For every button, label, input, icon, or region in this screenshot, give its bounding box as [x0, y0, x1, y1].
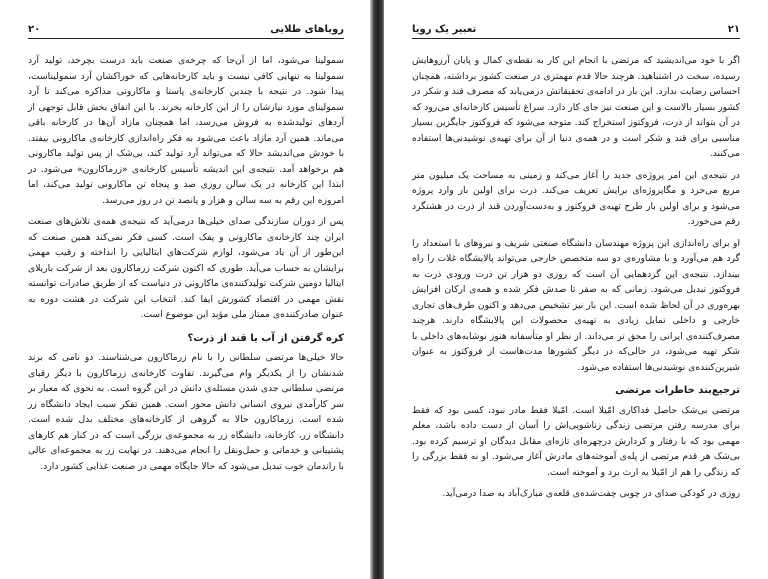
paragraph: پس از دوران سازندگی صدای خیلی‌ها درمی‌آید که نتیجه‌ی همه‌ی تلاش‌های صنعت ایران چند کارخانه‌ی ماکارونی و پفک است. کسی فکر نمی‌کند همین صنعت که این‌طور از آن یاد می‌شود، لوازم شرکت‌های ایتالیایی را انداخته و رقیب مهمی برایشان به حساب می‌آید. طوری که اکنون شرکت زرماکارون بعد از شرکت باریلای ایتالیا دومین شرکت تولیدکننده‌ی ماکارونی در دنیاست که از طریق صادرات توانسته نقش مهمی در اقتصاد کشورش ایفا کند. انتخاب این شرکت در هشت دوره به عنوان صادرکننده‌ی ممتاز ملی مؤید این موضوع است. — [28, 216, 344, 320]
paragraph: حالا خیلی‌ها مرتضی سلطانی را با نام زرماکارون می‌شناسند. دو نامی که برند شدنشان را از یکدیگر وام می‌گیرند. تفاوت کارخانه‌ی زرماکارون با دیگر رقبای مرتضی سلطانی جدی شدن مسئله‌ی دانش در این گروه است. به نحوی که معیار بر سر کارآمدی نیروی انسانی دانش محور است. همین تفکر سبب ایجاد دانشگاه زر شده است. زرماکارون حالا به گروهی از کارخانه‌های مختلف بدل شده است. دانشگاه زر، کارخانه، دانشگاه زر به مجموعه‌ی بزرگی است که در کنار هم کارهای پشتیبانی و خدماتی و حمل‌ونقل را انجام می‌دهند. در نهایت زر به مجموعه‌ای عالی با راندمان خوب تبدیل می‌شود که حالا جایگاه مهمی در صنعت غذایی کشور دارد. — [28, 352, 344, 472]
paragraph: او برای راه‌اندازی این پروژه مهندسان دانشگاه صنعتی شریف و نیروهای با استعداد را گرد هم می‌آورد و با مشاوره‌ی دو سه متخصص خارجی می‌تواند پالایشگاه غلات را راه بیندازد. نتیجه‌ی این گردهمایی آن است که روزی دو هزار تن ذرت ورودی ذرت به فروکتوز تبدیل می‌شود. زمانی که به صفر تا صدش فکر شده و همه‌ی ارکان افزایش بهره‌وری در آن لحاظ شده است. این بار نیز تشخیص می‌دهد و اکنون طرف‌های تجاری خارجی و داخلی تمایل زیادی به تهیه‌ی محصولات این پالایشگاه دارند. هرچند مصرف‌کننده‌ی ایرانی را محق تر می‌داند. از نظر او متأسفانه هنوز نوشابه‌های داخلی با شکر تهیه می‌شود، در حالی‌که در دیگر کشورها مدت‌هاست از فروکتوز به عنوان شیرین‌کننده‌ی نوشیدنی‌ها استفاده می‌شود. — [412, 237, 740, 373]
paragraph: مرتضی بی‌شک حاصل فداکاری امّیلا است. امّیلا فقط مادر نبود، کسی بود که فقط برای مدرسه رفتن مرتضی زندگی زناشویی‌اش را آسان از دست داده باشد، معلم مهمی بود که با رفتار و کردارش درچهره‌ای تازه‌ای مقابل دیدگان او ترسیم کرده بود. بی‌شک هر قدم مرتضی از پله‌ی آموخته‌های مادرش آغاز می‌شود. او نه فقط بزرگی را که زندگی را هم از امّیلا به ارث برد و آموخته است. — [412, 404, 740, 478]
section-heading: کره گرفتن از آب یا قند از ذرت؟ — [187, 332, 344, 344]
left-page-body — [28, 53, 344, 474]
right-running-title: تعبیر یک رویا — [412, 24, 477, 35]
right-page — [384, 0, 768, 579]
paragraph: در نتیجه‌ی این امر پروژه‌ی جدید را آغاز می‌کند و زمینی به مساحت یک میلیون متر مربع می‌خرد و مگاپروژه‌ای برایش تعریف می‌کند. ذرت برای اولین بار وارد پروژه می‌شود و برای اولین بار طرح تهیه‌ی فروکتوز و به‌دست‌آوردن قند از ذرت در هشتگرد رقم می‌خورد. — [412, 169, 740, 227]
right-page-header — [412, 14, 740, 39]
section-heading: ترجیع‌بند خاطرات مرتضی — [615, 385, 740, 396]
left-page — [0, 0, 372, 579]
right-page-number: ۲۱ — [727, 24, 740, 35]
left-running-title: رویاهای طلایی — [270, 24, 344, 35]
paragraph: سمولینا می‌شود، اما از آن‌جا که چرخه‌ی صنعت باید درست بچرخد، تولید آرد سمولینا به تنهایی کافی نیست و باید کارخانه‌هایی که خوراکشان آرد سمولیناست، پیدا شود. در نتیجه با چندین کارخانه‌ی پاستا و ماکارونی مذاکره می‌کند تا آرد سمولینای مورد نیازشان را از این کارخانه بخرند. با این اتفاق بخش قابل توجهی از آردهای تولیدشده به فروش می‌رسد، اما همچنان مازاد آن‌ها در کارخانه باقی می‌ماند. همین آرد مازاد باعث می‌شود به فکر راه‌اندازی کارخانه‌ی ماکارونی بیفتد. با خودش می‌اندیشد حالا که می‌تواند آرد تولید کند، بی‌شک از پس تولید ماکارونی هم برخواهد آمد. نتیجه‌ی این اندیشه تأسیس کارخانه‌ی «زرماکارون» می‌شود. در ابتدا این کارخانه در یک سالن روزی صد و پنجاه تن ماکارونی تولید می‌کند، اما امروزه این رقم به سه سالن و هزار و پانصد تن در روز می‌رسد. — [28, 55, 344, 206]
right-page-body — [412, 53, 740, 502]
left-page-number: ۲۰ — [28, 24, 41, 35]
paragraph: روزی در کودکی صدای در چوبی چفت‌شده‌ی قلعه‌ی مبارک‌آباد به صدا درمی‌آید. — [442, 488, 740, 499]
left-page-header — [28, 14, 344, 39]
paragraph: اگر با خود می‌اندیشید که مرتضی با انجام این کار به نقطه‌ی کمال و پایان آرزوهایش رسیده، سخت در اشتباهید. هرچند حالا قدم مهمتری در صنعت کشور برداشته، همچنان احساس رضایت ندارد. این بار در ادامه‌ی تحقیقاتش درمی‌یابد که مصرف قند و شکر در کشور بسیار بالاست و این صنعت نیز جای کار دارد. سراغ تأسیس کارخانه‌ای می‌رود که در آن بتواند از ذرت، فروکتوز استخراج کند. متوجه می‌شود که فروکتوز جایگزین بسیار مناسبی برای قند و شکر است و در همه‌ی دنیا از آن برای تهیه‌ی نوشیدنی‌ها استفاده می‌کنند. — [412, 55, 740, 159]
